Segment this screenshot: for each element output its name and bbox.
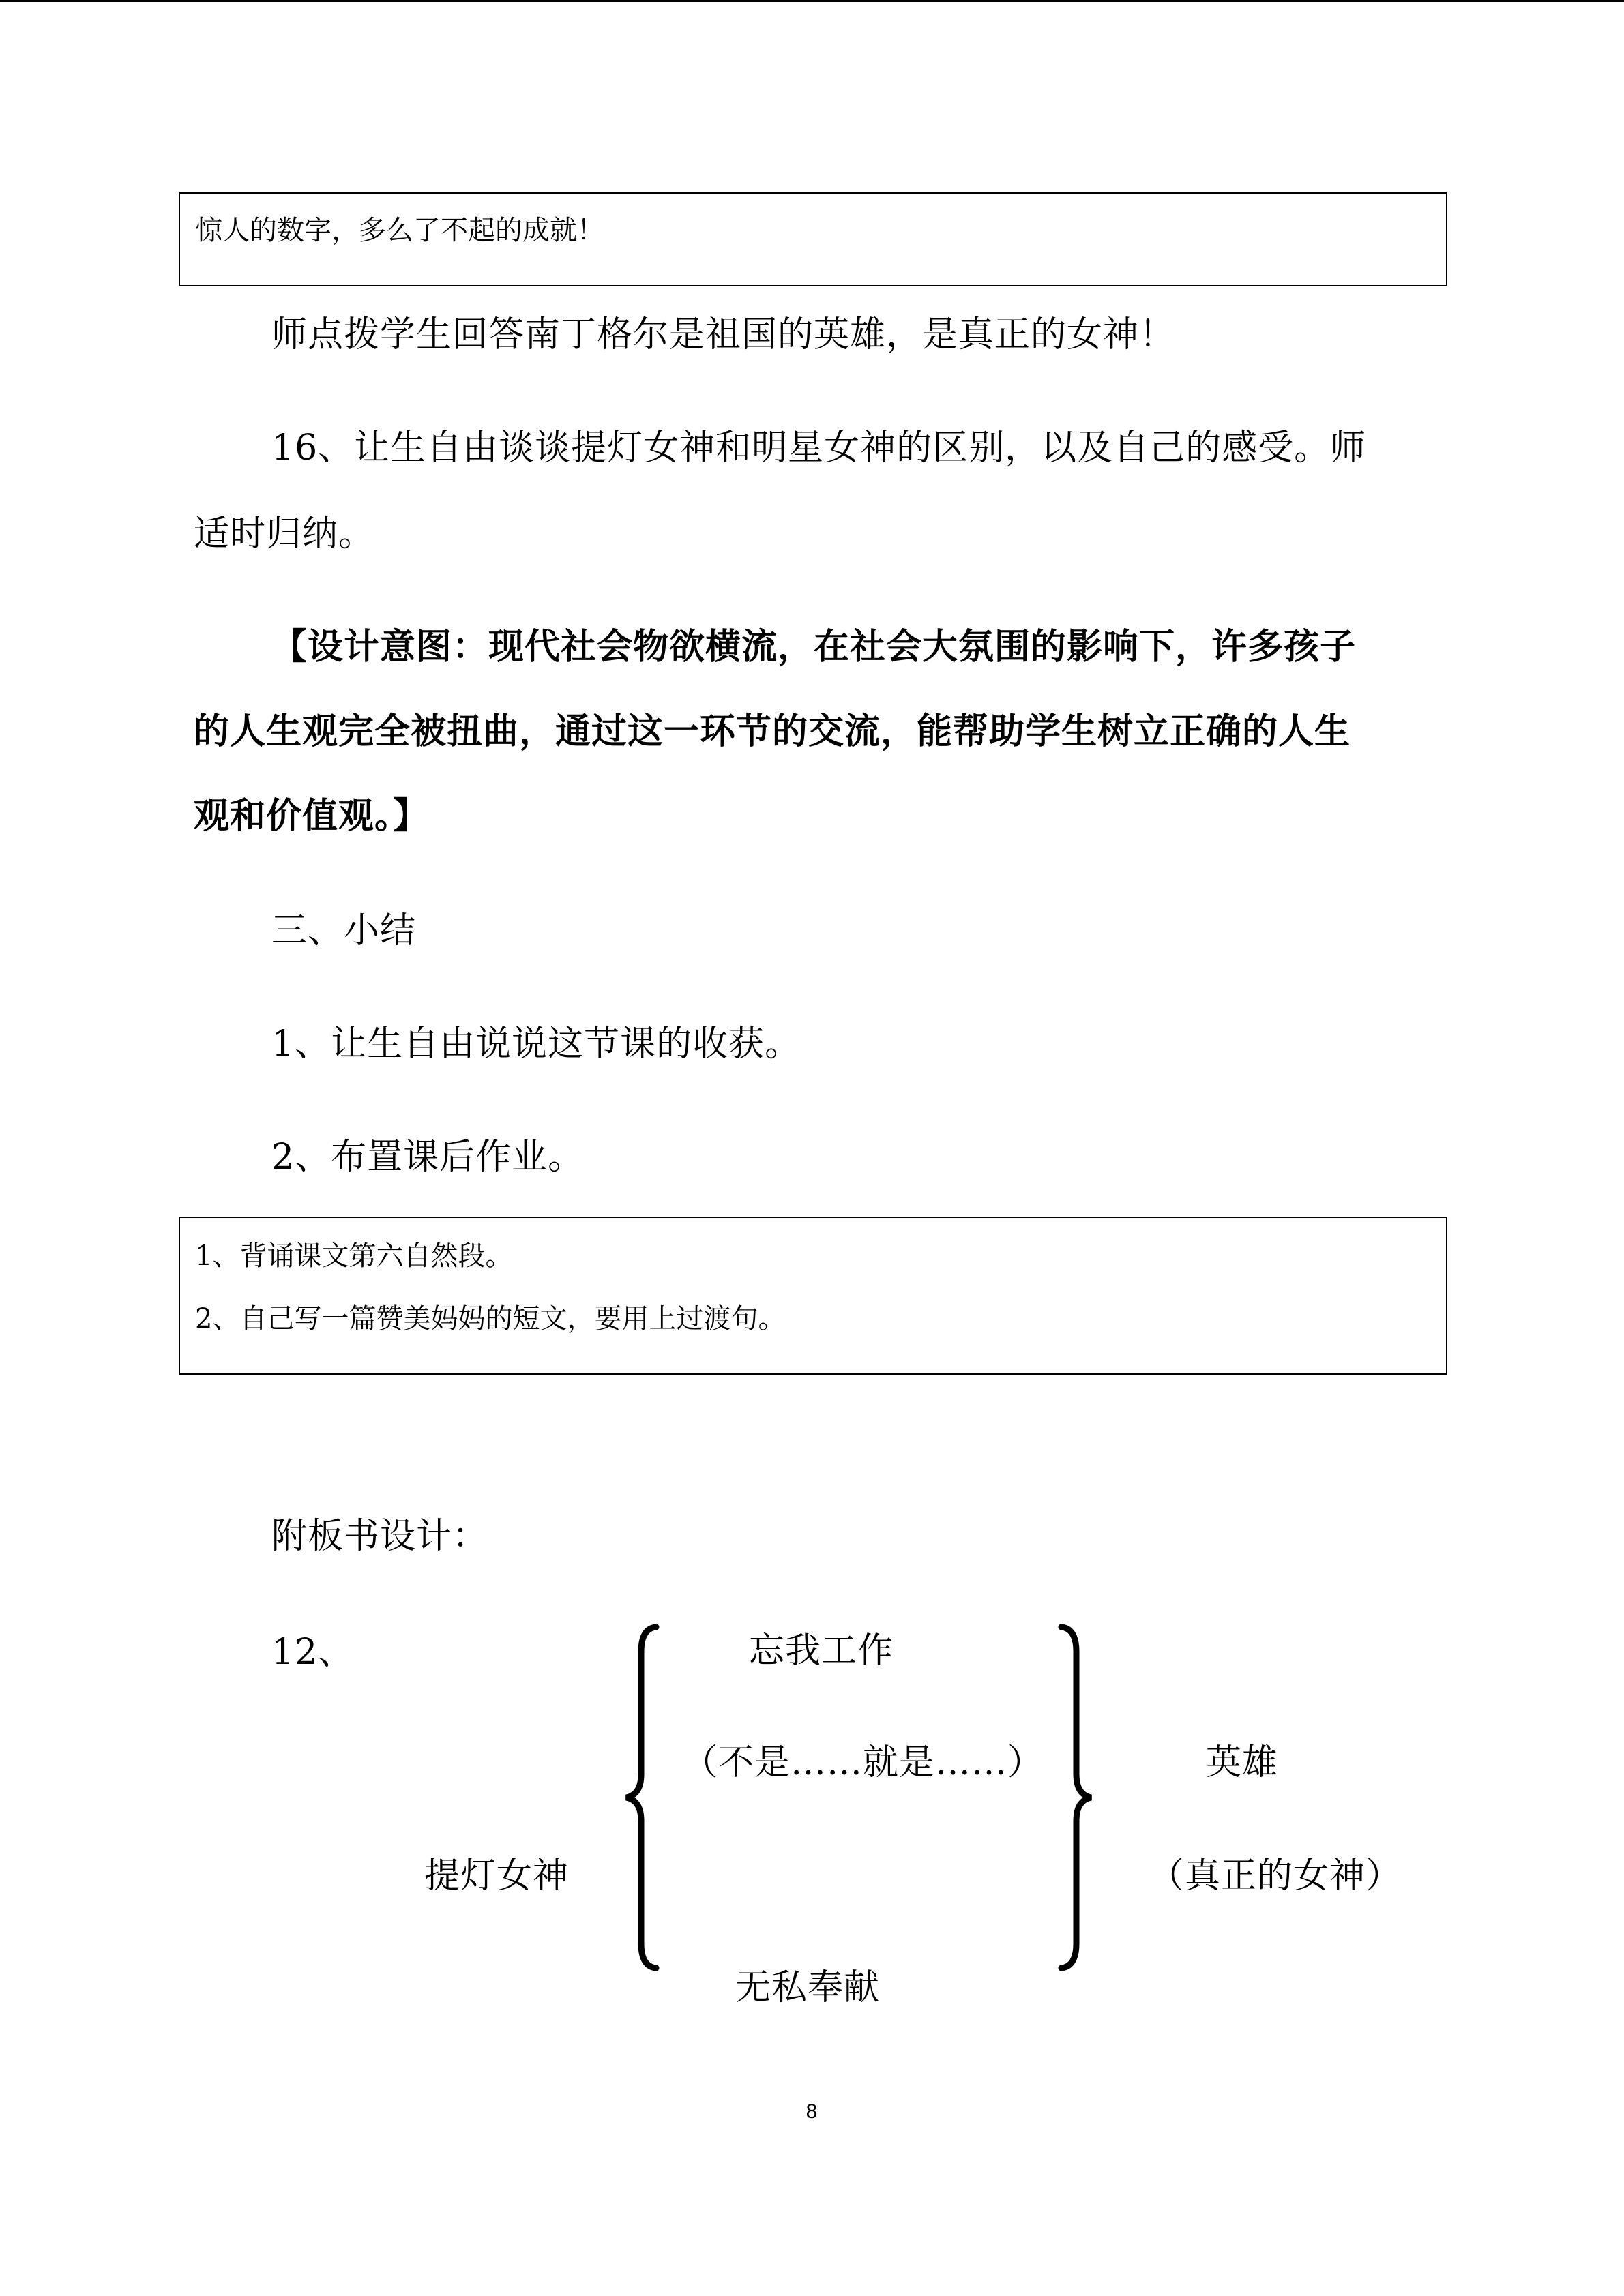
paragraph-teacher-guidance: 师点拨学生回答南丁格尔是祖国的英雄，是真正的女神！ <box>271 314 1176 355</box>
board-right-bottom: （真正的女神） <box>1149 1855 1402 1896</box>
homework-item-2: 2、自己写一篇赞美妈妈的短文，要用上过渡句。 <box>195 1303 786 1335</box>
board-right-top: 英雄 <box>1206 1742 1279 1783</box>
page-top-rule <box>0 0 1624 2</box>
page-number: 8 <box>806 2100 818 2123</box>
paragraph-16-line2: 适时归纳。 <box>194 513 375 554</box>
quote-box-text: 惊人的数字，多么了不起的成就！ <box>195 215 604 246</box>
homework-item-1: 1、背诵课文第六自然段。 <box>195 1240 513 1272</box>
homework-box <box>179 1217 1447 1375</box>
board-lesson-number: 12、 <box>271 1632 355 1673</box>
step-1: 1、让生自由说说这节课的收获。 <box>271 1024 801 1064</box>
step-2: 2、布置课后作业。 <box>271 1137 585 1178</box>
paragraph-16-line1: 16、让生自由谈谈提灯女神和明星女神的区别，以及自己的感受。师 <box>271 428 1367 468</box>
board-left-label: 提灯女神 <box>424 1855 570 1896</box>
quote-box <box>179 192 1447 286</box>
board-middle-pattern: （不是……就是……） <box>682 1742 1044 1783</box>
left-curly-brace <box>622 1624 663 1971</box>
board-design-heading: 附板书设计： <box>271 1516 489 1557</box>
board-middle-bottom: 无私奉献 <box>735 1967 881 2008</box>
design-intent-line2: 的人生观完全被扭曲，通过这一环节的交流，能帮助学生树立正确的人生 <box>194 711 1351 752</box>
right-curly-brace <box>1054 1624 1095 1971</box>
section-heading-summary: 三、小结 <box>271 910 417 951</box>
design-intent-line3: 观和价值观。】 <box>194 796 430 837</box>
design-intent-line1: 【设计意图：现代社会物欲横流，在社会大氛围的影响下，许多孩子 <box>271 627 1357 668</box>
board-middle-top: 忘我工作 <box>749 1630 894 1671</box>
